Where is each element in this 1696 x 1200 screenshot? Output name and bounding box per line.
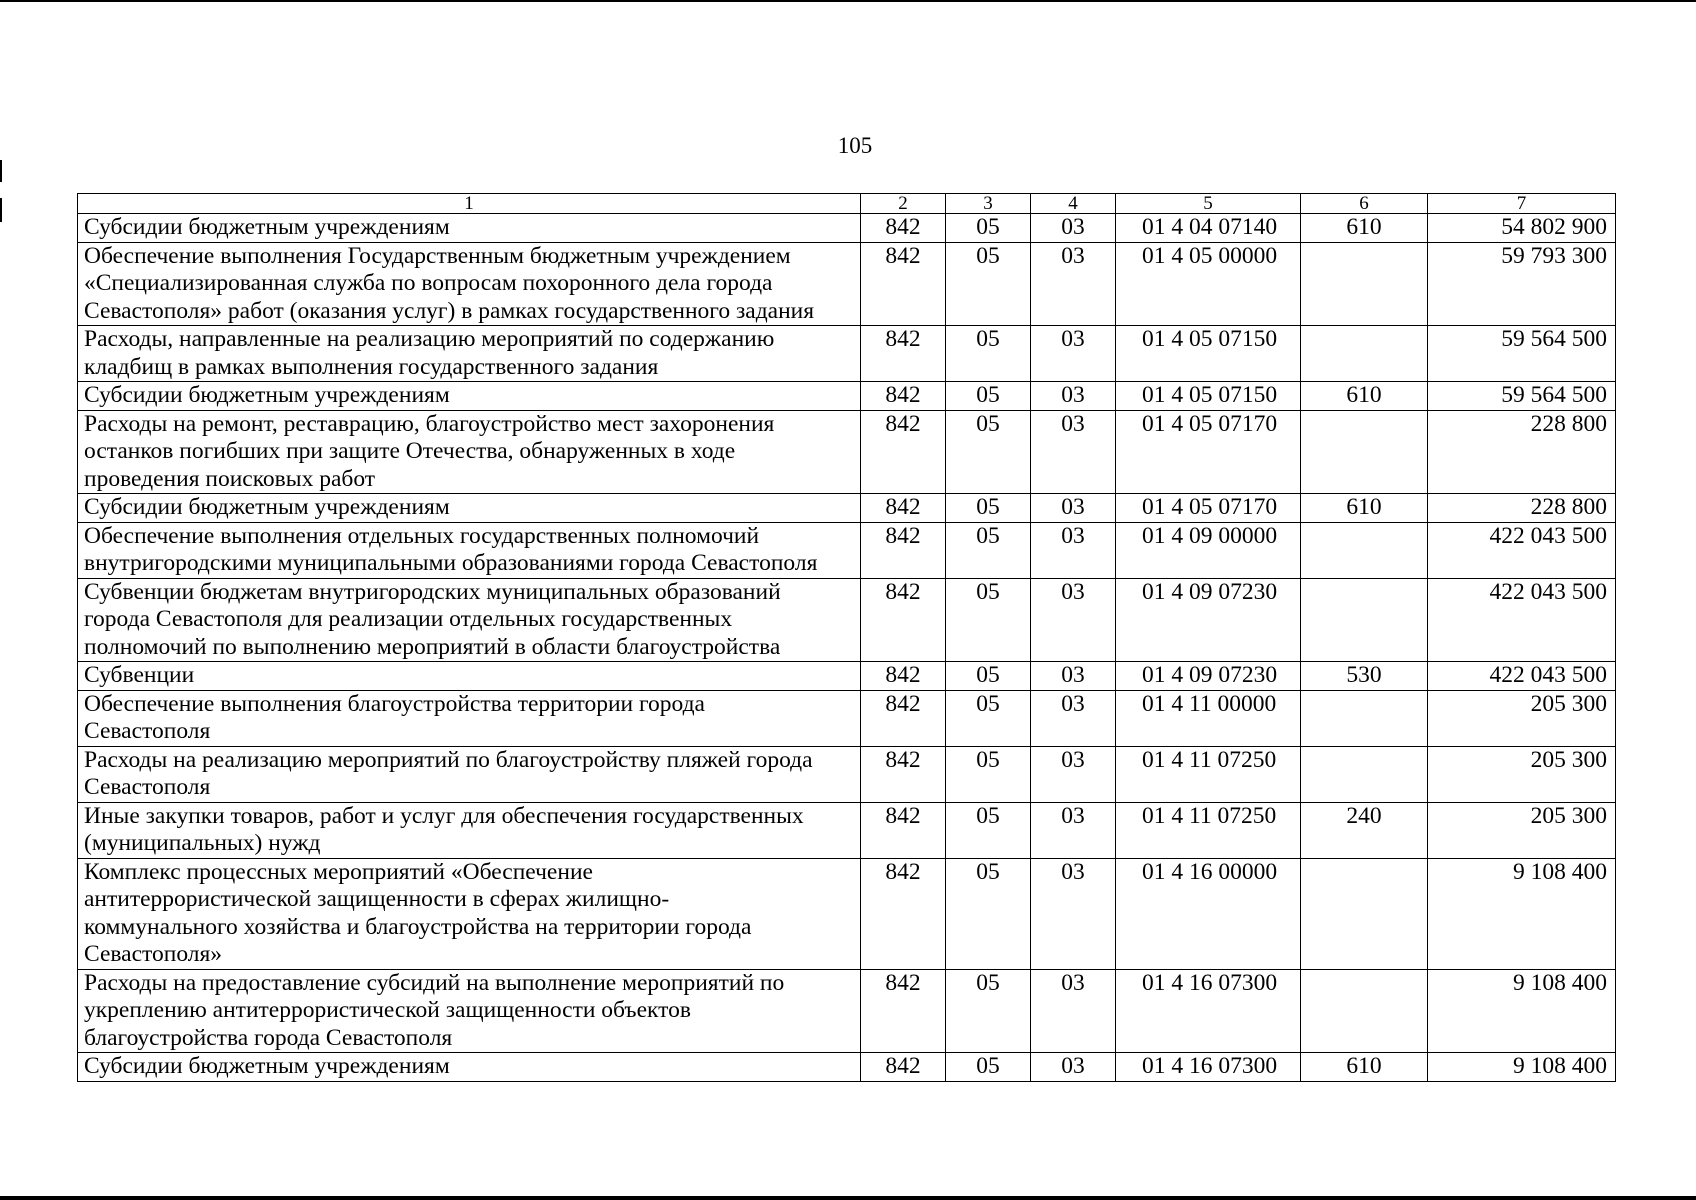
section-code-cell: 05	[946, 410, 1031, 494]
target-article-cell: 01 4 05 00000	[1116, 242, 1301, 326]
row-name-line: Обеспечение выполнения отдельных государственных полномочий	[84, 522, 760, 549]
row-name	[78, 382, 861, 411]
amount-cell: 422 043 500	[1428, 662, 1616, 691]
section-code-cell: 05	[946, 1053, 1031, 1082]
target-article-cell: 01 4 05 07150	[1116, 382, 1301, 411]
target-article-cell: 01 4 11 07250	[1116, 802, 1301, 858]
subsection-code-cell: 03	[1031, 578, 1116, 662]
amount-cell: 205 300	[1428, 802, 1616, 858]
expense-type-cell: 240	[1301, 802, 1428, 858]
left-edge-mark	[0, 160, 2, 182]
left-edge-mark	[0, 198, 2, 222]
row-name	[78, 242, 861, 326]
expense-type-cell	[1301, 242, 1428, 326]
admin-code-cell: 842	[861, 690, 946, 746]
admin-code-cell: 842	[861, 326, 946, 382]
subsection-code-cell: 03	[1031, 662, 1116, 691]
subsection-code-cell: 03	[1031, 242, 1116, 326]
subsection-code-cell: 03	[1031, 522, 1116, 578]
section-code-cell: 05	[946, 326, 1031, 382]
row-name	[78, 494, 861, 523]
row-name	[78, 522, 861, 578]
row-name	[78, 214, 861, 243]
row-name-line: антитеррористической защищенности в сферах жилищно-	[84, 886, 670, 912]
subsection-code-cell: 03	[1031, 382, 1116, 411]
subsection-code-cell: 03	[1031, 690, 1116, 746]
subsection-code-cell: 03	[1031, 802, 1116, 858]
subsection-code-cell: 03	[1031, 746, 1116, 802]
row-name-line: Обеспечение выполнения Государственным бюджетным учреждением	[84, 242, 791, 269]
column-number-row	[78, 194, 1616, 214]
table-row	[78, 690, 1616, 746]
section-code-cell: 05	[946, 802, 1031, 858]
section-code-cell: 05	[946, 494, 1031, 523]
subsection-code-cell: 03	[1031, 1053, 1116, 1082]
admin-code-cell: 842	[861, 1053, 946, 1082]
subsection-code-cell: 03	[1031, 410, 1116, 494]
top-edge-rule	[0, 0, 1696, 2]
row-name-line: Расходы на ремонт, реставрацию, благоустройство мест захоронения	[84, 410, 775, 437]
table-row	[78, 410, 1616, 494]
admin-code-cell: 842	[861, 494, 946, 523]
bottom-edge-rule	[0, 1196, 1696, 1200]
admin-code-cell: 842	[861, 242, 946, 326]
target-article-cell: 01 4 05 07170	[1116, 410, 1301, 494]
expense-type-cell: 610	[1301, 382, 1428, 411]
row-name-line: Расходы на предоставление субсидий на выполнение мероприятий по	[84, 969, 785, 996]
admin-code-cell: 842	[861, 802, 946, 858]
target-article-cell: 01 4 09 00000	[1116, 522, 1301, 578]
section-code-cell: 05	[946, 746, 1031, 802]
expense-type-cell: 610	[1301, 214, 1428, 243]
amount-cell: 228 800	[1428, 494, 1616, 523]
row-name-line: коммунального хозяйства и благоустройства на территории города	[84, 913, 752, 940]
amount-cell: 228 800	[1428, 410, 1616, 494]
table-row	[78, 578, 1616, 662]
target-article-cell: 01 4 09 07230	[1116, 578, 1301, 662]
section-code-cell: 05	[946, 858, 1031, 969]
subsection-code-cell: 03	[1031, 969, 1116, 1053]
target-article-cell: 01 4 11 00000	[1116, 690, 1301, 746]
admin-code-cell: 842	[861, 662, 946, 691]
admin-code-cell: 842	[861, 969, 946, 1053]
row-name-line: Севастополя	[84, 718, 211, 744]
table-row	[78, 214, 1616, 243]
target-article-cell: 01 4 16 07300	[1116, 1053, 1301, 1082]
row-name	[78, 746, 861, 802]
expense-type-cell	[1301, 858, 1428, 969]
row-name-line: Севастополя	[84, 774, 211, 800]
table-row	[78, 662, 1616, 691]
table-row	[78, 522, 1616, 578]
section-code-cell: 05	[946, 382, 1031, 411]
expense-type-cell	[1301, 410, 1428, 494]
row-name	[78, 690, 861, 746]
column-number: 4	[1031, 194, 1116, 214]
section-code-cell: 05	[946, 214, 1031, 243]
admin-code-cell: 842	[861, 578, 946, 662]
row-name-line: благоустройства города Севастополя	[84, 1024, 453, 1051]
admin-code-cell: 842	[861, 214, 946, 243]
row-name	[78, 326, 861, 382]
row-name-line: Субсидии бюджетным учреждениям	[84, 1053, 450, 1079]
expense-type-cell	[1301, 746, 1428, 802]
amount-cell: 54 802 900	[1428, 214, 1616, 243]
row-name-line: Комплекс процессных мероприятий «Обеспечение	[84, 858, 593, 885]
admin-code-cell: 842	[861, 522, 946, 578]
admin-code-cell: 842	[861, 382, 946, 411]
target-article-cell: 01 4 05 07170	[1116, 494, 1301, 523]
row-name	[78, 858, 861, 969]
section-code-cell: 05	[946, 662, 1031, 691]
amount-cell: 9 108 400	[1428, 969, 1616, 1053]
row-name	[78, 578, 861, 662]
expense-type-cell	[1301, 522, 1428, 578]
target-article-cell: 01 4 16 00000	[1116, 858, 1301, 969]
expense-type-cell	[1301, 326, 1428, 382]
row-name-line: Расходы на реализацию мероприятий по благоустройству пляжей города	[84, 746, 813, 773]
expense-type-cell	[1301, 578, 1428, 662]
row-name-line: (муниципальных) нужд	[84, 830, 321, 856]
amount-cell: 205 300	[1428, 690, 1616, 746]
admin-code-cell: 842	[861, 746, 946, 802]
amount-cell: 59 564 500	[1428, 326, 1616, 382]
target-article-cell: 01 4 04 07140	[1116, 214, 1301, 243]
table-row	[78, 326, 1616, 382]
row-name	[78, 662, 861, 691]
expense-type-cell: 610	[1301, 1053, 1428, 1082]
subsection-code-cell: 03	[1031, 326, 1116, 382]
row-name-line: останков погибших при защите Отечества, обнаруженных в ходе	[84, 438, 736, 464]
table-row	[78, 382, 1616, 411]
target-article-cell: 01 4 05 07150	[1116, 326, 1301, 382]
row-name	[78, 969, 861, 1053]
expense-type-cell	[1301, 690, 1428, 746]
section-code-cell: 05	[946, 578, 1031, 662]
row-name-line: полномочий по выполнению мероприятий в области благоустройства	[84, 633, 781, 660]
amount-cell: 59 564 500	[1428, 382, 1616, 411]
row-name	[78, 1053, 861, 1082]
column-number: 7	[1428, 194, 1616, 214]
column-number: 6	[1301, 194, 1428, 214]
row-name	[78, 802, 861, 858]
admin-code-cell: 842	[861, 858, 946, 969]
subsection-code-cell: 03	[1031, 214, 1116, 243]
table-row	[78, 494, 1616, 523]
table-row	[78, 858, 1616, 969]
subsection-code-cell: 03	[1031, 494, 1116, 523]
target-article-cell: 01 4 11 07250	[1116, 746, 1301, 802]
table-row	[78, 1053, 1616, 1082]
row-name	[78, 410, 861, 494]
row-name-line: Субсидии бюджетным учреждениям	[84, 214, 450, 240]
row-name-line: Субвенции бюджетам внутригородских муниципальных образований	[84, 578, 781, 605]
row-name-line: проведения поисковых работ	[84, 465, 376, 492]
row-name-line: Севастополя»	[84, 941, 223, 967]
row-name-line: укреплению антитеррористической защищенности объектов	[84, 997, 691, 1023]
column-number: 3	[946, 194, 1031, 214]
expense-type-cell: 530	[1301, 662, 1428, 691]
column-number: 2	[861, 194, 946, 214]
row-name-line: Субсидии бюджетным учреждениям	[84, 494, 450, 520]
section-code-cell: 05	[946, 522, 1031, 578]
section-code-cell: 05	[946, 242, 1031, 326]
row-name-line: Субсидии бюджетным учреждениям	[84, 382, 450, 408]
amount-cell: 422 043 500	[1428, 578, 1616, 662]
target-article-cell: 01 4 09 07230	[1116, 662, 1301, 691]
admin-code-cell: 842	[861, 410, 946, 494]
column-number: 5	[1116, 194, 1301, 214]
amount-cell: 9 108 400	[1428, 858, 1616, 969]
row-name-line: «Специализированная служба по вопросам похоронного дела города	[84, 270, 773, 296]
section-code-cell: 05	[946, 969, 1031, 1053]
row-name-line: Иные закупки товаров, работ и услуг для обеспечения государственных	[84, 802, 804, 829]
page-number: 105	[837, 133, 873, 158]
expense-type-cell	[1301, 969, 1428, 1053]
section-code-cell: 05	[946, 690, 1031, 746]
budget-table	[77, 193, 1616, 1082]
row-name-line: Севастополя» работ (оказания услуг) в рамках государственного задания	[84, 297, 815, 324]
table-row	[78, 969, 1616, 1053]
amount-cell: 9 108 400	[1428, 1053, 1616, 1082]
table-row	[78, 746, 1616, 802]
amount-cell: 422 043 500	[1428, 522, 1616, 578]
amount-cell: 59 793 300	[1428, 242, 1616, 326]
row-name-line: кладбищ в рамках выполнения государственного задания	[84, 353, 659, 380]
column-number: 1	[78, 194, 861, 214]
subsection-code-cell: 03	[1031, 858, 1116, 969]
target-article-cell: 01 4 16 07300	[1116, 969, 1301, 1053]
amount-cell: 205 300	[1428, 746, 1616, 802]
row-name-line: Обеспечение выполнения благоустройства территории города	[84, 690, 705, 717]
row-name-line: Субвенции	[84, 662, 195, 688]
row-name-line: Расходы, направленные на реализацию мероприятий по содержанию	[84, 326, 775, 352]
row-name-line: города Севастополя для реализации отдельных государственных	[84, 606, 733, 632]
row-name-line: внутригородскими муниципальными образованиями города Севастополя	[84, 550, 818, 576]
table-row	[78, 802, 1616, 858]
table-row	[78, 242, 1616, 326]
expense-type-cell: 610	[1301, 494, 1428, 523]
